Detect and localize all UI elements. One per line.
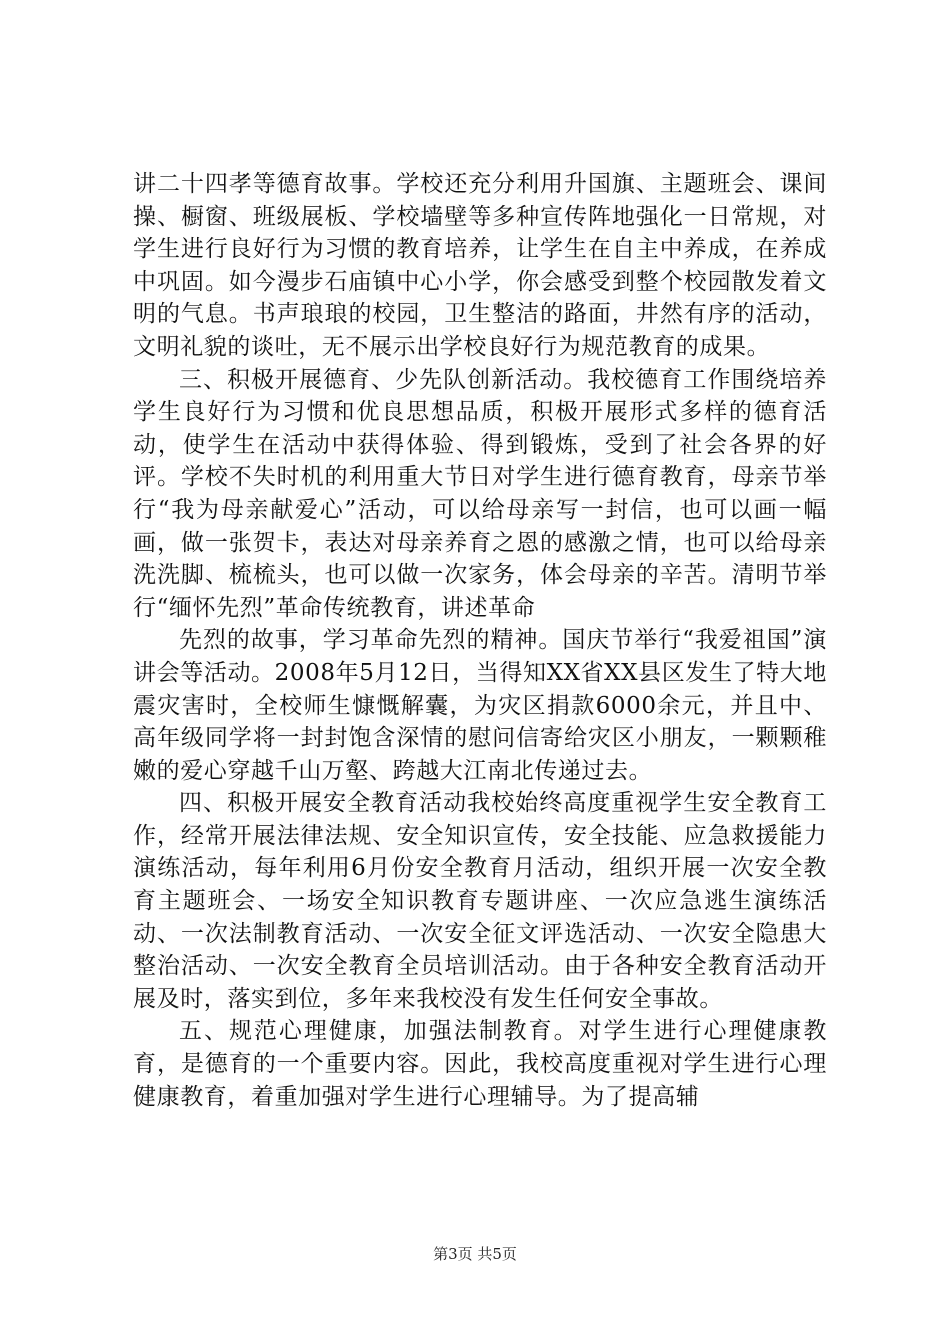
paragraph-section-three: 三、积极开展德育、少先队创新活动。我校德育工作围绕培养学生良好行为习惯和优良思想品质，积极开展形式多样的德育活动，使学生在活动中获得体验、得到锻炼，受到了社会各界的好评。学校不失时机的利用重大节日对学生进行德育教育，母亲节举行“我为母亲献爱心”活动，可以给母亲写一封信，也可以画一幅画，做一张贺卡，表达对母亲养育之恩的感激之情，也可以给母亲洗洗脚、梳梳头，也可以做一次家务，体会母亲的辛苦。清明节举行“缅怀先烈”革命传统教育，讲述革命 (133, 366, 827, 621)
paragraph-section-four: 四、积极开展安全教育活动我校始终高度重视学生安全教育工作，经常开展法律法规、安全知识宣传，安全技能、应急救援能力演练活动，每年利用6月份安全教育月活动，组织开展一次安全教育主题班会、一场安全知识教育专题讲座、一次应急逃生演练活动、一次法制教育活动、一次安全征文评选活动、一次安全隐患大整治活动、一次安全教育全员培训活动。由于各种安全教育活动开展及时，落实到位，多年来我校没有发生任何安全事故。 (133, 790, 827, 1012)
page-footer: 第3页 共5页 (433, 1245, 517, 1263)
paragraph-continuation: 讲二十四孝等德育故事。学校还充分利用升国旗、主题班会、课间操、橱窗、班级展板、学校墙壁等多种宣传阵地强化一日常规，对学生进行良好行为习惯的教育培养，让学生在自主中养成，在养成中巩固。如今漫步石庙镇中心小学，你会感受到整个校园散发着文明的气息。书声琅琅的校园，卫生整洁的路面，井然有序的活动，文明礼貌的谈吐，无不展示出学校良好行为规范教育的成果。 (133, 171, 827, 360)
paragraph-section-five: 五、规范心理健康，加强法制教育。对学生进行心理健康教育，是德育的一个重要内容。因此，我校高度重视对学生进行心理健康教育，着重加强对学生进行心理辅导。为了提高辅 (133, 1018, 827, 1110)
paragraph-section-three-continued: 先烈的故事，学习革命先烈的精神。国庆节举行“我爱祖国”演讲会等活动。2008年5月12日，当得知XX省XX县区发生了特大地震灾害时，全校师生慷慨解囊，为灾区捐款6000余元，并且中、高年级同学将一封封饱含深情的慰问信寄给灾区小朋友，一颗颗稚嫩的爱心穿越千山万壑、跨越大江南北传递过去。 (133, 627, 827, 784)
document-body (133, 168, 827, 1113)
